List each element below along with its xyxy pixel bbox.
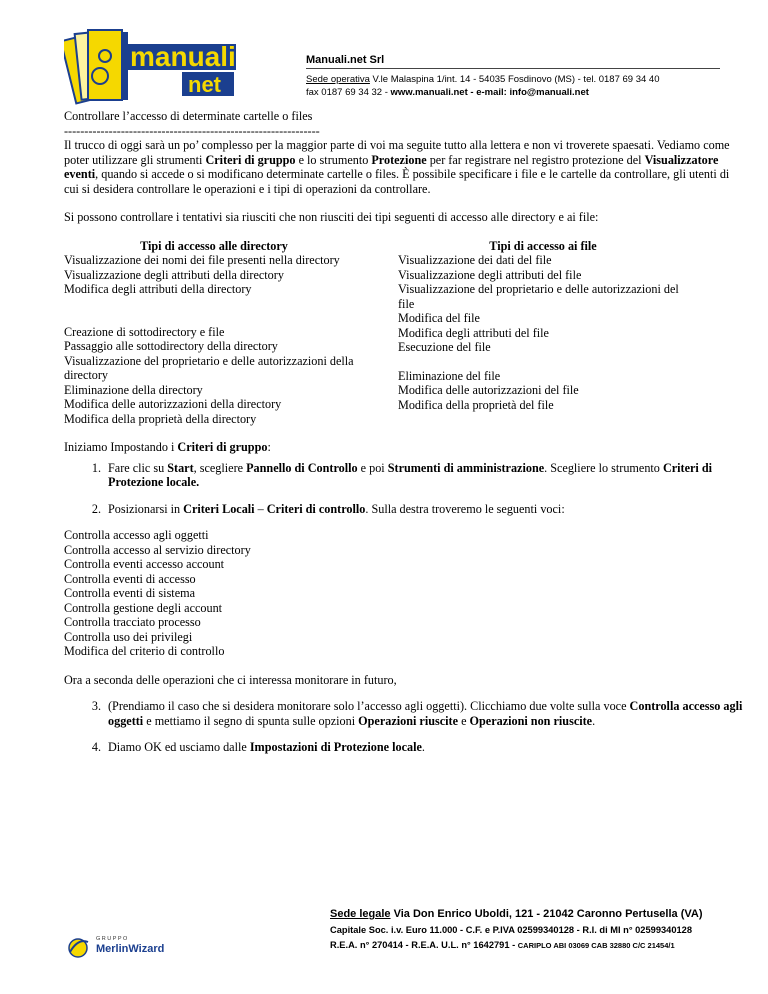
audit-policy-item: Controlla eventi accesso account xyxy=(64,557,225,571)
step-number: 4. xyxy=(91,740,101,754)
logo-word-manuali: manuali xyxy=(130,41,236,72)
company-web-email: www.manuali.net - e-mail: info@manuali.net xyxy=(390,87,589,98)
audit-policy-item: Controlla gestione degli account xyxy=(64,600,223,615)
group-small-label: GRUPPO xyxy=(96,936,129,942)
file-access-item: Eliminazione del file xyxy=(398,368,501,383)
file-access-column xyxy=(398,239,688,427)
file-access-item: Visualizzazione degli attributi del file xyxy=(398,267,582,282)
sede-operativa-text: V.le Malaspina 1/int. 14 - 54035 Fosdinovo (MS) - tel. 0187 69 34 40 xyxy=(369,74,660,85)
step-3 xyxy=(64,699,744,728)
access-types-intro: Si possono controllare i tentativi sia riusciti che non riusciti dei tipi seguenti di accesso alle directory e ai file: xyxy=(64,210,599,224)
logo-word-net: net xyxy=(188,72,221,97)
company-header xyxy=(306,54,720,99)
document-body xyxy=(64,109,744,755)
sede-legale-label: Sede legale xyxy=(330,908,391,920)
file-access-item: Modifica delle autorizzazioni del file xyxy=(398,383,579,397)
group-name: MerlinWizard xyxy=(96,943,165,955)
audit-policy-item: Controlla tracciato processo xyxy=(64,615,201,629)
file-access-item: Esecuzione del file xyxy=(398,340,491,354)
file-access-item: Visualizzazione dei dati del file xyxy=(398,253,552,267)
audit-policy-item: Controlla uso dei privilegi xyxy=(64,629,193,644)
sede-operativa-label: Sede operativa xyxy=(306,74,370,85)
audit-policy-list xyxy=(64,528,744,659)
manuali-net-logo xyxy=(64,22,294,117)
monitor-paragraph: Ora a seconda delle operazioni che ci interessa monitorare in futuro, xyxy=(64,672,397,687)
audit-policy-item: Controlla eventi di accesso xyxy=(64,571,196,586)
file-access-item: Modifica degli attributi del file xyxy=(398,325,549,340)
wizard-swirl-icon xyxy=(69,939,88,957)
directory-access-item: Visualizzazione del proprietario e delle autorizzazioni della directory xyxy=(64,353,354,382)
step-4 xyxy=(64,740,744,755)
audit-policy-item: Controlla accesso agli oggetti xyxy=(64,528,209,542)
step-text: Fare clic su Start, scegliere Pannello di Controllo e poi Strumenti di amministrazione. Scegliere lo strumento Criteri di Protezione locale. xyxy=(108,460,713,489)
step-number: 2. xyxy=(91,501,101,516)
directory-access-item: Modifica delle autorizzazioni della directory xyxy=(64,397,282,411)
step-number: 3. xyxy=(91,699,101,713)
directory-access-column xyxy=(64,239,364,427)
sede-legale xyxy=(330,908,730,920)
directory-access-item: Modifica della proprietà della directory xyxy=(64,411,257,426)
access-types-table xyxy=(64,239,744,427)
directory-access-item: Modifica degli attributi della directory xyxy=(64,282,252,296)
rea-info: R.E.A. n° 270414 - R.E.A. U.L. n° 1642791 - CARIPLO ABI 03069 CAB 32880 C/C 21454/1 xyxy=(330,940,675,950)
step-text: Posizionarsi in Criteri Locali – Criteri di controllo. Sulla destra troveremo le seguenti voci: xyxy=(108,501,565,516)
directory-access-item: Eliminazione della directory xyxy=(64,382,203,397)
directory-access-header: Tipi di accesso alle directory xyxy=(140,238,288,253)
company-name: Manuali.net Srl xyxy=(306,54,385,66)
step-2 xyxy=(64,502,744,517)
file-access-item: Visualizzazione del proprietario e delle autorizzazioni del file xyxy=(398,282,679,311)
step-text: (Prendiamo il caso che si desidera monitorare solo l’accesso agli oggetti). Clicchiamo due volte sulla voce Controlla accesso agli oggetti e mettiamo il segno di spunta sulle opzioni Operazioni riuscite e Operazioni non riuscite. xyxy=(108,699,743,728)
book-stack-icon xyxy=(64,30,128,103)
directory-access-item: Visualizzazione dei nomi dei file presenti nella directory xyxy=(64,253,340,267)
audit-policy-item: Controlla accesso al servizio directory xyxy=(64,542,251,557)
file-access-header: Tipi di accesso ai file xyxy=(489,238,597,253)
company-contacts xyxy=(306,86,720,99)
document-title: Controllare l’accesso di determinate cartelle o files xyxy=(64,109,313,123)
directory-access-item: Passaggio alle sottodirectory della directory xyxy=(64,339,278,353)
step-1 xyxy=(64,461,744,490)
group-policy-intro: Iniziamo Impostando i Criteri di gruppo: xyxy=(64,440,271,454)
intro-paragraph: Il trucco di oggi sarà un po’ complesso per la maggior parte di voi ma seguite tutto alla lettera e non vi troverete spaesati. Vediamo come poter utilizzare gli strumenti Criteri di gruppo e lo strumento Protezione per far registrare nel registro protezione del Visualizzatore eventi, quando si accede o si modificano determinate cartelle o files. È possibile specificare i file e le cartelle da controllare, gli utenti di cui si desidera controllare le operazioni e i tipi di operazioni da controllare. xyxy=(64,138,730,196)
directory-access-item: Visualizzazione degli attributi della directory xyxy=(64,267,284,282)
company-fax: fax 0187 69 34 32 - xyxy=(306,87,391,98)
file-access-item: Modifica del file xyxy=(398,311,480,325)
header-rule xyxy=(306,68,720,69)
sede-legale-text: Via Don Enrico Uboldi, 121 - 21042 Caronno Pertusella (VA) xyxy=(390,908,703,920)
directory-access-item: Creazione di sottodirectory e file xyxy=(64,324,225,339)
company-address xyxy=(306,73,720,86)
separator-line: --------------------------------------------------------------- xyxy=(64,123,320,138)
step-number: 1. xyxy=(91,460,101,475)
merlinwizard-logo xyxy=(66,930,176,962)
legal-footer xyxy=(330,908,730,950)
audit-policy-item: Controlla eventi di sistema xyxy=(64,586,195,600)
file-access-item: Modifica della proprietà del file xyxy=(398,397,554,412)
audit-policy-item: Modifica del criterio di controllo xyxy=(64,644,225,658)
capitale-sociale: Capitale Soc. i.v. Euro 11.000 - C.F. e P.IVA 02599340128 - R.I. di MI n° 02599340128 xyxy=(330,925,693,935)
step-text: Diamo OK ed usciamo dalle Impostazioni di Protezione locale. xyxy=(108,740,425,754)
